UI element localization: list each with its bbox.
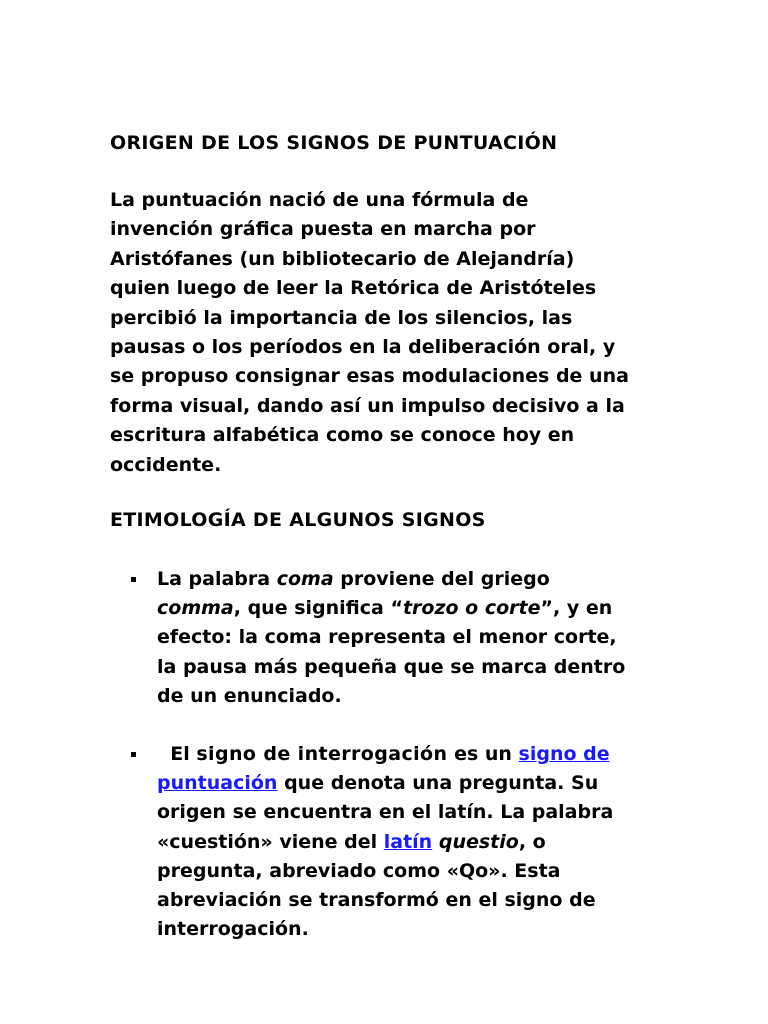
italic-term: trozo o corte — [402, 597, 541, 620]
paragraph-line: invención gráfica puesta en marcha por — [110, 218, 536, 241]
paragraph-line: se propuso consignar esas modulaciones de una — [110, 365, 629, 388]
text-run: «cuestión» viene del — [157, 830, 384, 853]
item-line: efecto: la coma representa el menor corte, — [157, 626, 617, 649]
text-run: es un — [447, 743, 519, 765]
item-line — [157, 740, 717, 769]
item-line — [157, 828, 717, 857]
paragraph-line: occidente. — [110, 453, 222, 476]
text-run: , o — [518, 830, 546, 853]
list-item-interrogacion — [157, 740, 717, 944]
title-heading: ORIGEN DE LOS SIGNOS DE PUNTUACIÓN — [110, 132, 558, 154]
intro-paragraph — [110, 186, 710, 480]
paragraph-line: percibió la importancia de los silencios, las — [110, 306, 573, 329]
bold-term: signo de interrogación — [196, 743, 448, 765]
section-heading: ETIMOLOGÍA DE ALGUNOS SIGNOS — [110, 509, 486, 531]
signo-de-puntuacion-link[interactable]: signo de — [518, 743, 610, 765]
paragraph-line: La puntuación nació de una fórmula de — [110, 189, 529, 211]
item-line: pregunta, abreviado como «Qo». Esta — [157, 859, 561, 882]
text-run: ”, y en — [540, 597, 613, 620]
item-line: de un enunciado. — [157, 684, 342, 707]
list-item-coma — [157, 565, 717, 711]
bullet-icon — [131, 577, 136, 582]
item-line: abreviación se transformó en el signo de — [157, 889, 596, 912]
bullet-icon — [131, 752, 136, 757]
paragraph-line: escritura alfabética como se conoce hoy en — [110, 424, 575, 447]
item-line: origen se encuentra en el latín. La palabra — [157, 801, 614, 824]
paragraph-line: Aristófanes (un bibliotecario de Alejandría) — [110, 247, 575, 270]
item-line — [157, 769, 717, 798]
text-run: que denota una pregunta. Su — [277, 772, 599, 795]
latin-link[interactable]: latín — [383, 830, 433, 853]
item-line — [157, 565, 717, 594]
item-line — [157, 594, 717, 623]
text-run: El — [170, 743, 197, 765]
item-line: la pausa más pequeña que se marca dentro — [157, 655, 626, 678]
italic-term: questio — [438, 830, 519, 853]
signo-de-puntuacion-link[interactable]: puntuación — [157, 772, 278, 795]
item-line: interrogación. — [157, 918, 309, 941]
text-run: proviene del griego — [333, 568, 550, 590]
italic-term: coma — [276, 568, 334, 590]
paragraph-line: quien luego de leer la Retórica de Aristóteles — [110, 277, 597, 300]
text-run: , que significa “ — [233, 597, 403, 620]
paragraph-line: pausas o los períodos en la deliberación oral, y — [110, 336, 616, 359]
paragraph-line: forma visual, dando así un impulso decisivo a la — [110, 394, 625, 417]
italic-term: comma — [157, 597, 234, 620]
text-run: La palabra — [157, 568, 277, 590]
